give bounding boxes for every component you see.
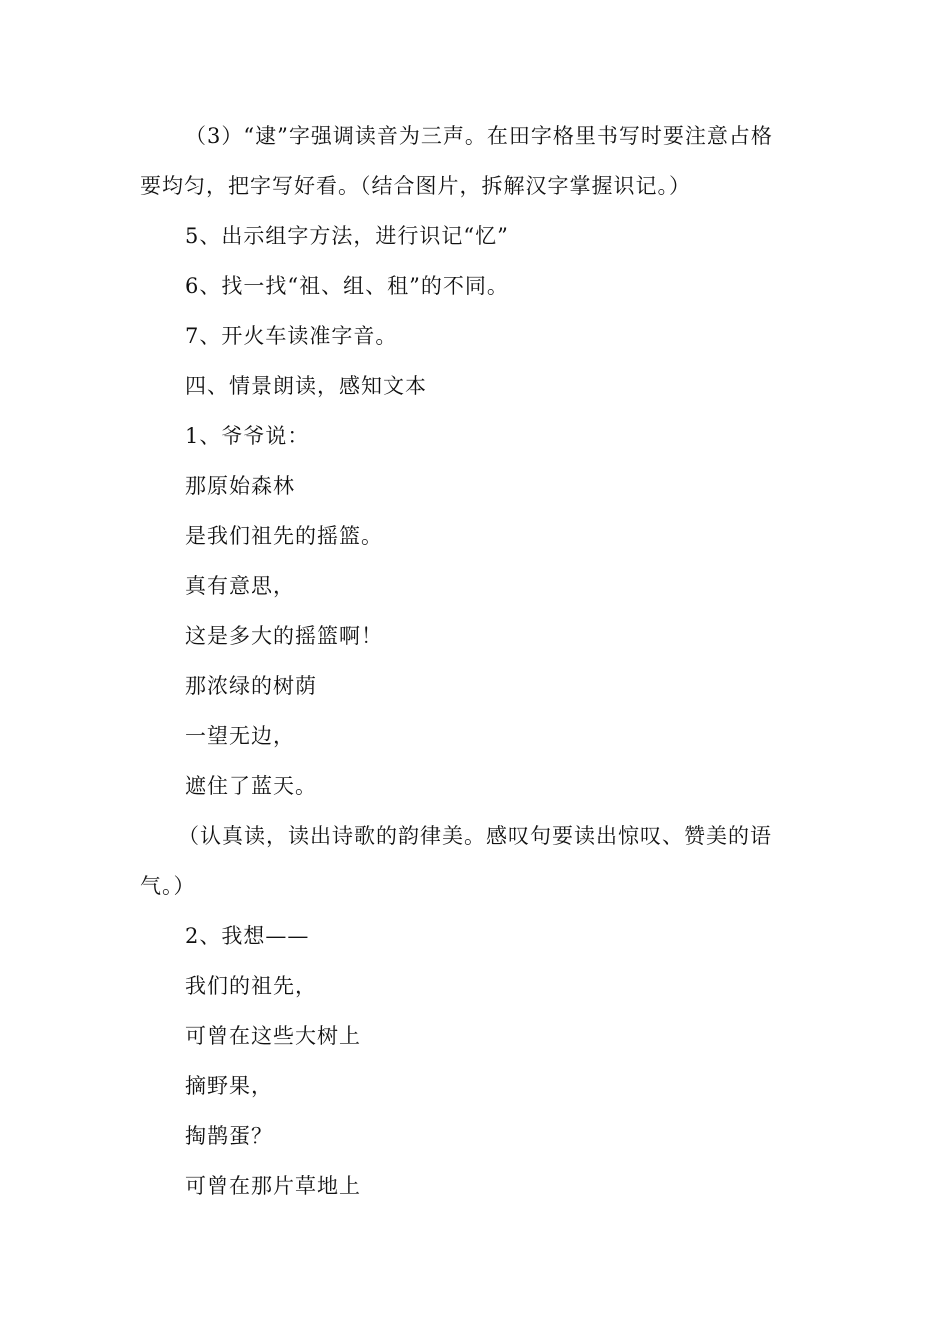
text-line: 7、开火车读准字音。 [185, 324, 398, 348]
document-body [140, 111, 820, 1211]
text-line: 5、出示组字方法，进行识记“忆” [185, 224, 509, 248]
poem-line: 一望无边， [185, 724, 295, 748]
text-line: 2、我想—— [185, 924, 310, 948]
poem-line: 是我们祖先的摇篮。 [185, 524, 383, 548]
text-line: 要均匀，把字写好看。（结合图片，拆解汉字掌握识记。） [140, 174, 691, 198]
poem-line: 真有意思， [185, 574, 295, 598]
text-line: 1、爷爷说： [185, 424, 310, 448]
poem-line: 那原始森林 [185, 474, 295, 498]
poem-line: 摘野果， [185, 1074, 273, 1098]
poem-line: 我们的祖先， [185, 974, 317, 998]
text-line: 6、找一找“祖、组、租”的不同。 [185, 274, 509, 298]
poem-line: 这是多大的摇篮啊！ [185, 624, 383, 648]
text-line: 气。） [140, 874, 196, 898]
text-line: （3）“逮”字强调读音为三声。在田字格里书写时要注意占格 [185, 124, 773, 148]
poem-line: 那浓绿的树荫 [185, 674, 317, 698]
poem-line: 掏鹊蛋？ [185, 1124, 273, 1148]
poem-line: 可曾在那片草地上 [185, 1174, 361, 1198]
poem-line: 遮住了蓝天。 [185, 774, 317, 798]
section-heading: 四、情景朗读，感知文本 [185, 374, 427, 398]
poem-line: 可曾在这些大树上 [185, 1024, 361, 1048]
text-line: （认真读，读出诗歌的韵律美。感叹句要读出惊叹、赞美的语 [178, 824, 772, 848]
